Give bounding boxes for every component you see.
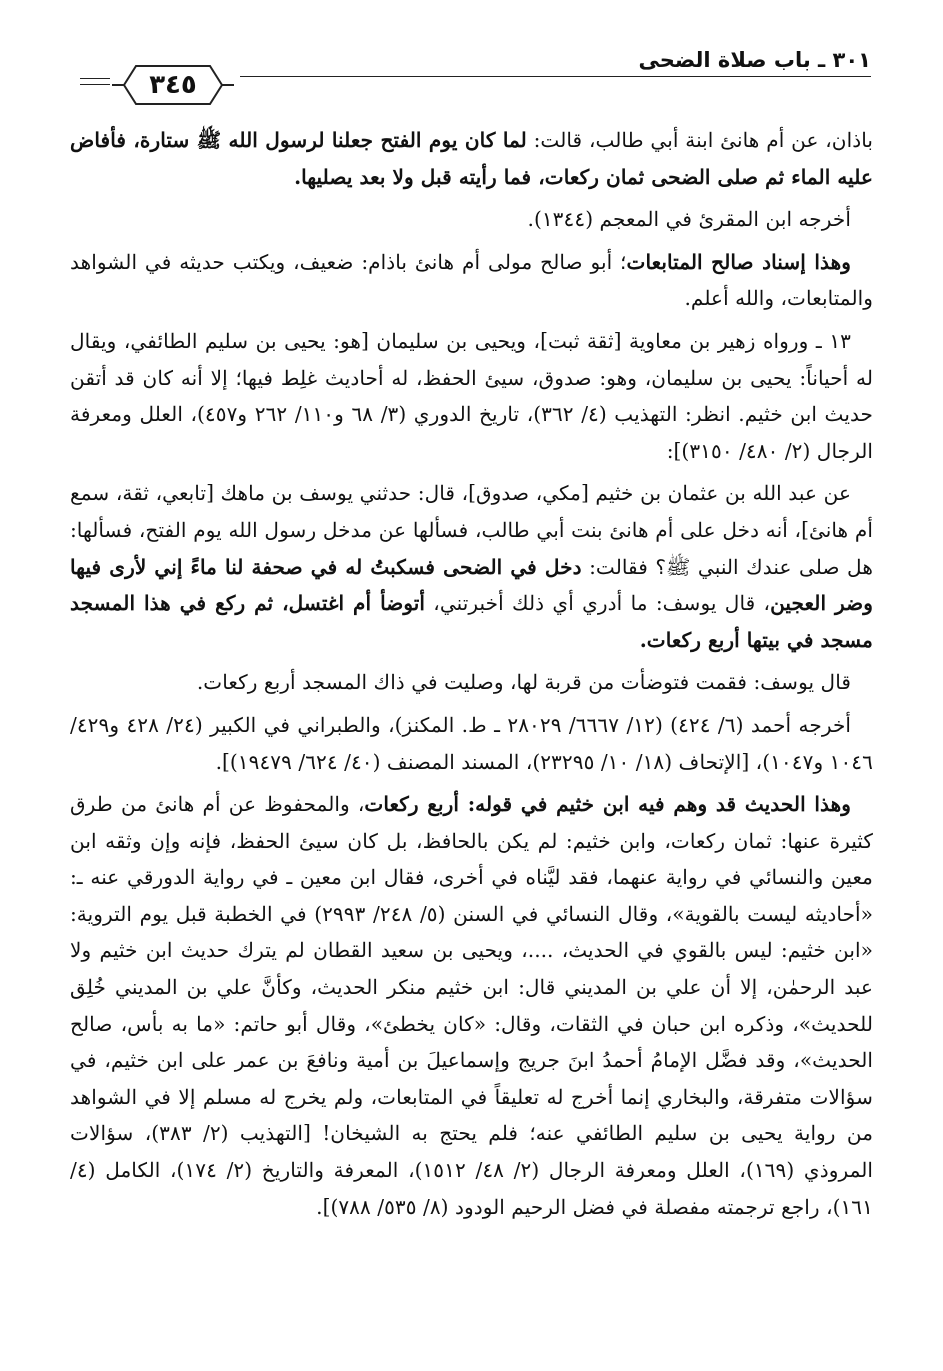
paragraph-isnad-grade: وهذا إسناد صالح المتابعات؛ أبو صالح مولى أم هانئ باذام: ضعيف، ويكتب حديثه في الشواهد والمتابعات، والله أعلم. (70, 249, 873, 311)
header-rule-right (240, 76, 871, 77)
paragraph-chain-text: عن عبد الله بن عثمان بن خثيم [مكي، صدوق]، قال: حدثني يوسف بن ماهك [تابعي، ثقة، سمع أم هانئ]، أنه دخل على أم هانئ بنت أبي طالب، فسألها عن مدخل رسول الله يوم الفتح، فسألها: هل صلى عندك النبي ﷺ؟ فقالت: دخل في الضحى فسكبتُ له في صحفة لنا ماءً إني لأرى فيها وضر العجين، قال يوسف: ما أدري أي ذلك أخبرتني، أتوضأ أم اغتسل، ثم ركع في هذا المسجد مسجد في بيتها أربع ركعات. (70, 481, 873, 652)
header-rule-left-bottom (80, 84, 110, 85)
paragraph-analysis: وهذا الحديث قد وهم فيه ابن خثيم في قوله: أربع ركعات، والمحفوظ عن أم هانئ من طرق كثيرة عنها: ثمان ركعات، وابن خثيم: لم يكن بالحافظ، بل كان سيئ الحفظ، فإنه وإن وثقه ابن معين والنسائي في رواية عنهما، فقد ليَّناه في أخرى، فقال ابن معين ـ في رواية الدورقي عنه ـ: «أحاديثه ليست بالقوية»، وقال النسائي في السنن (٥/ ٢٤٨/ ٢٩٩٣) في الخطبة قبل يوم التروية: «ابن خثيم: ليس بالقوي في الحديث، ....، ويحيى بن سعيد القطان لم يترك حديث ابن خثيم ولا عبد الرحمٰن، إلا أن علي بن المديني قال: ابن خثيم منكر الحديث، وكأنَّ علي بن المديني خُلِق للحديث»، وذكره ابن حبان في الثقات، وقال: «كان يخطئ»، وقال أبو حاتم: «ما به بأس، صالح الحديث»، وقد فضَّل الإمامُ أحمدُ ابنَ جريج وإسماعيلَ بن أمية ونافعَ بن عمر على ابن خثيم، في سؤالات متفرقة، والبخاري إنما أخرج له تعليقاً في المتابعات، ولم يخرج له مسلم إلا في الشواهد من رواية يحيى بن سليم الطائفي عنه؛ فلم يحتج به الشيخان! [التهذيب (٢/ ٣٨٣)، سؤالات المروذي (١٦٩)، العلل ومعرفة الرجال (٢/ ٤٨/ ١٥١٢)، المعرفة والتاريخ (٢/ ١٧٤)، الكامل (٤/ ١٦١)، راجع ترجمته مفصلة في فضل الرحيم الودود (٨/ ٥٣٥/ ٧٨٨)]. (70, 792, 874, 1219)
paragraph-yusuf-comment: قال يوسف: فقمت فتوضأت من قربة لها، وصليت في ذاك المسجد أربع ركعات. (196, 670, 851, 695)
page-header (80, 40, 871, 120)
chapter-title: ٣٠١ ـ باب صلاة الضحى (638, 48, 871, 72)
page-number-ornament (110, 60, 236, 110)
hadith-quote: دخل في الضحى فسكبتُ له في صحفة لنا ماءً إني لأرى فيها وضر العجين (70, 554, 873, 616)
paragraph-hadith-text: باذان، عن أم هانئ ابنة أبي طالب، قالت: لما كان يوم الفتح جعلنا لرسول الله ﷺ ستارة، فأفاض عليه الماء ثم صلى الضحى ثمان ركعات، فما رأيته قبل ولا بعد يصليها. (70, 128, 873, 189)
hadith-quote: لما كان يوم الفتح جعلنا لرسول الله ﷺ ستارة، فأفاض عليه الماء ثم صلى الضحى ثمان ركعات، فما رأيته قبل ولا بعد يصليها. (70, 128, 873, 189)
header-rule-left-top (80, 78, 110, 79)
isnad-verdict: وهذا إسناد صالح المتابعات (626, 249, 851, 274)
page-number: ٣٤٥ (149, 70, 197, 100)
analysis-verdict: وهذا الحديث قد وهم فيه ابن خثيم في قوله: أربع ركعات (364, 792, 851, 817)
paragraph-narration-13: ١٣ ـ ورواه زهير بن معاوية [ثقة ثبت]، ويحيى بن سليمان [هو: يحيى بن سليم الطائفي، ويقال له أحياناً: يحيى بن سليمان، وهو: صدوق، سيئ الحفظ، له أحاديث غلِط فيها؛ إلا أنه كان قد أتقن حديث ابن خثيم. انظر: التهذيب (٤/ ٣٦٢)، تاريخ الدوري (٣/ ٦٨ و١١٠/ ٢٦٢ و٤٥٧)، العلل ومعرفة الرجال (٢/ ٤٨٠/ ٣١٥٠)]: (70, 328, 874, 463)
hadith-quote: أتوضأ أم اغتسل، ثم ركع في هذا المسجد مسجد في بيتها أربع ركعات. (70, 591, 873, 652)
paragraph-takhrij-1: أخرجه ابن المقرئ في المعجم (١٣٤٤). (527, 207, 851, 232)
page-body (70, 122, 873, 1231)
paragraph-takhrij-2: أخرجه أحمد (٦/ ٤٢٤) (١٢/ ٦٦٦٧/ ٢٨٠٢٩ ـ ط. المكنز)، والطبراني في الكبير (٢٤/ ٤٢٨ و٤٢٩/ ١٠٤٦ و١٠٤٧)، [الإتحاف (١٨/ ١٠/ ٢٣٢٩٥)، المسند المصنف (٤٠/ ٦٢٤/ ١٩٤٧٩)]. (70, 712, 873, 774)
